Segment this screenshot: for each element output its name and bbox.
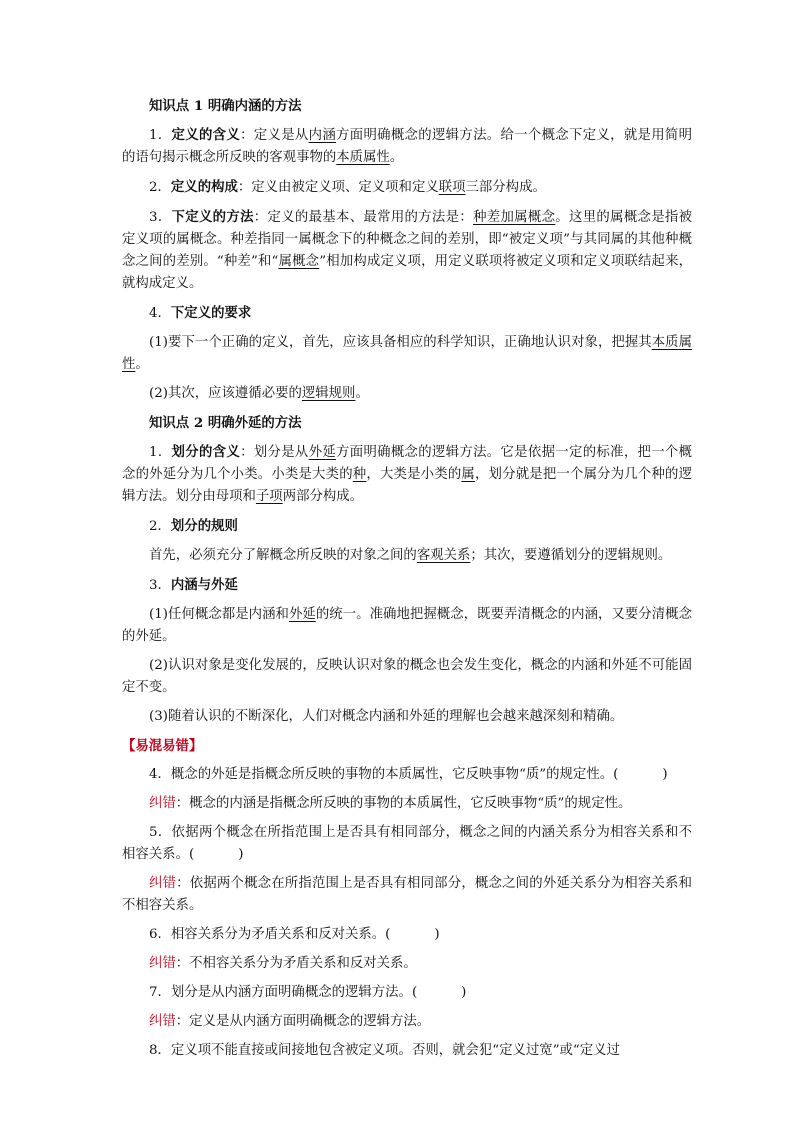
blank-answer: 联项 — [438, 180, 466, 195]
blank-answer: 本质属性 — [336, 150, 390, 165]
s2-item2a — [122, 545, 692, 567]
item-number: 3． — [149, 578, 171, 593]
errors-title: 【易混易错】 — [122, 738, 203, 754]
term-label: 划分的含义 — [171, 444, 241, 460]
correction-text: ：概念的内涵是指概念所反映的事物的本质属性，它反映事物“质”的规定性。 — [175, 796, 632, 811]
item-number: 3． — [149, 210, 172, 225]
text: 首先，必须充分了解概念所反映的对象之间的 — [149, 548, 417, 563]
correction-text: ：定义是从内涵方面明确概念的逻辑方法。 — [175, 1014, 431, 1029]
term-label: 内涵与外延 — [170, 577, 238, 593]
question-text: 4．概念的外延是指概念所反映的事物的本质属性，它反映事物“质”的规定性。( — [149, 767, 619, 782]
blank-answer: 内涵 — [308, 128, 337, 143]
item-number: 1． — [149, 128, 172, 143]
term-label: 划分的规则 — [170, 518, 238, 534]
question-5 — [122, 822, 692, 866]
correction-label: 纠错 — [149, 876, 177, 891]
text: ：定义由被定义项、定义项和定义 — [237, 180, 439, 195]
text: 。 — [135, 357, 149, 372]
item-number: 4． — [149, 306, 171, 321]
text: 。 — [389, 150, 404, 165]
text: 三部分构成。 — [465, 180, 546, 195]
text: ；其次，要遵循划分的逻辑规则。 — [470, 548, 672, 563]
blank-answer: 客观关系 — [416, 548, 471, 563]
blank-answer: 种 — [352, 467, 367, 482]
text: 的统一。准确地把握概念，既要弄清概念的内涵，又要分清概念的外延。 — [122, 607, 693, 644]
item-number: 1． — [149, 445, 172, 460]
s1-item1 — [122, 124, 692, 169]
s2-item3 — [122, 574, 692, 597]
document-page — [122, 95, 692, 1069]
paren: ) — [434, 927, 440, 942]
correction-7 — [122, 1011, 692, 1033]
text: (1)任何概念都是内涵和 — [149, 607, 289, 622]
section1-title: 知识点 1 明确内涵的方法 — [149, 98, 302, 114]
text: 两部分构成。 — [282, 489, 364, 504]
correction-label: 纠错 — [149, 796, 176, 811]
s2-item2 — [122, 515, 692, 538]
question-text: 6．相容关系分为矛盾关系和反对关系。( — [149, 927, 391, 942]
text: ：划分是从 — [240, 445, 309, 460]
text: ”相加构成定义项，用定义联项将被定义项和定义项联结起来，就构成定义。 — [122, 254, 693, 291]
question-7 — [122, 982, 692, 1004]
question-8: 8．定义项不能直接或间接地包含被定义项。否则，就会犯“定义过宽”或“定义过 — [149, 1043, 620, 1058]
blank-answer: 属概念 — [278, 254, 320, 269]
text: (2)其次，应该遵循必要的 — [149, 386, 302, 401]
correction-6 — [122, 953, 692, 975]
s1-item4 — [122, 302, 692, 325]
blank-answer: 外延 — [288, 607, 316, 622]
correction-label: 纠错 — [149, 1014, 176, 1029]
text: (1)要下一个正确的定义，首先，应该具备相应的科学知识，正确地认识对象，把握其 — [149, 335, 652, 350]
question-text: 5．依据两个概念在所指范围上是否具有相同部分，概念之间的内涵关系分为相容关系和不相容关系。( — [122, 825, 692, 862]
blank-answer: 外延 — [308, 445, 337, 460]
s2-item1 — [122, 441, 692, 508]
question-6 — [122, 924, 692, 946]
section2-title: 知识点 2 明确外延的方法 — [149, 415, 302, 431]
term-label: 下定义的要求 — [170, 305, 252, 321]
correction-4 — [122, 793, 692, 815]
text: 。 — [355, 386, 369, 401]
s1-item4a — [122, 332, 692, 376]
text: 。这里的属概念是指被定义项的属概念。种差指同一属概念下的种概念之间的差别，即“被定义项”与其同属的其他种概念之间的差别。“种差”和“ — [122, 210, 693, 269]
s1-item3 — [122, 206, 692, 295]
blank-answer: 本质属性 — [122, 335, 692, 372]
term-label: 定义的含义 — [171, 127, 241, 143]
blank-answer: 属 — [461, 467, 475, 482]
blank-answer: 逻辑规则 — [301, 386, 356, 401]
term-label: 下定义的方法 — [171, 209, 254, 225]
paren: ) — [238, 847, 244, 862]
paren: ) — [461, 985, 467, 1000]
item-number: 2． — [149, 519, 171, 534]
correction-text: ：依据两个概念在所指范围上是否具有相同部分，概念之间的外延关系分为相容关系和不相容关系。 — [122, 876, 693, 913]
text: ：定义是从 — [240, 128, 309, 143]
question-text: 7．划分是从内涵方面明确概念的逻辑方法。( — [149, 985, 418, 1000]
text: 方面明确概念的逻辑方法。它是依据一定的标准，把一个概念的外延分为几个小类。小类是大类的 — [122, 445, 693, 482]
correction-text: ：不相容关系分为矛盾关系和反对关系。 — [175, 956, 417, 971]
item-number: 2． — [149, 180, 171, 195]
s1-item4b — [122, 383, 692, 405]
text: ，划分就是把一个属分为几个种的逻辑方法。划分由母项和 — [122, 467, 693, 504]
blank-answer: 种差加属概念 — [473, 210, 556, 225]
s2-item3a — [122, 604, 692, 648]
text: ，大类是小类的 — [366, 467, 462, 482]
question-4 — [122, 764, 692, 786]
text: ：定义的最基本、最常用的方法是： — [253, 210, 474, 225]
term-label: 定义的构成 — [170, 179, 238, 195]
s1-item2 — [122, 176, 692, 199]
blank-answer: 子项 — [255, 489, 283, 504]
text: 方面明确概念的逻辑方法。给一个概念下定义，就是用简明的语句揭示概念所反映的客观事物的 — [122, 128, 693, 165]
correction-label: 纠错 — [149, 956, 176, 971]
correction-5 — [122, 873, 692, 917]
s2-item3c: (3)随着认识的不断深化，人们对概念内涵和外延的理解也会越来越深刻和精确。 — [149, 709, 624, 724]
paren: ) — [662, 767, 668, 782]
s2-item3b: (2)认识对象是变化发展的，反映认识对象的概念也会发生变化，概念的内涵和外延不可能固定不变。 — [122, 658, 692, 695]
